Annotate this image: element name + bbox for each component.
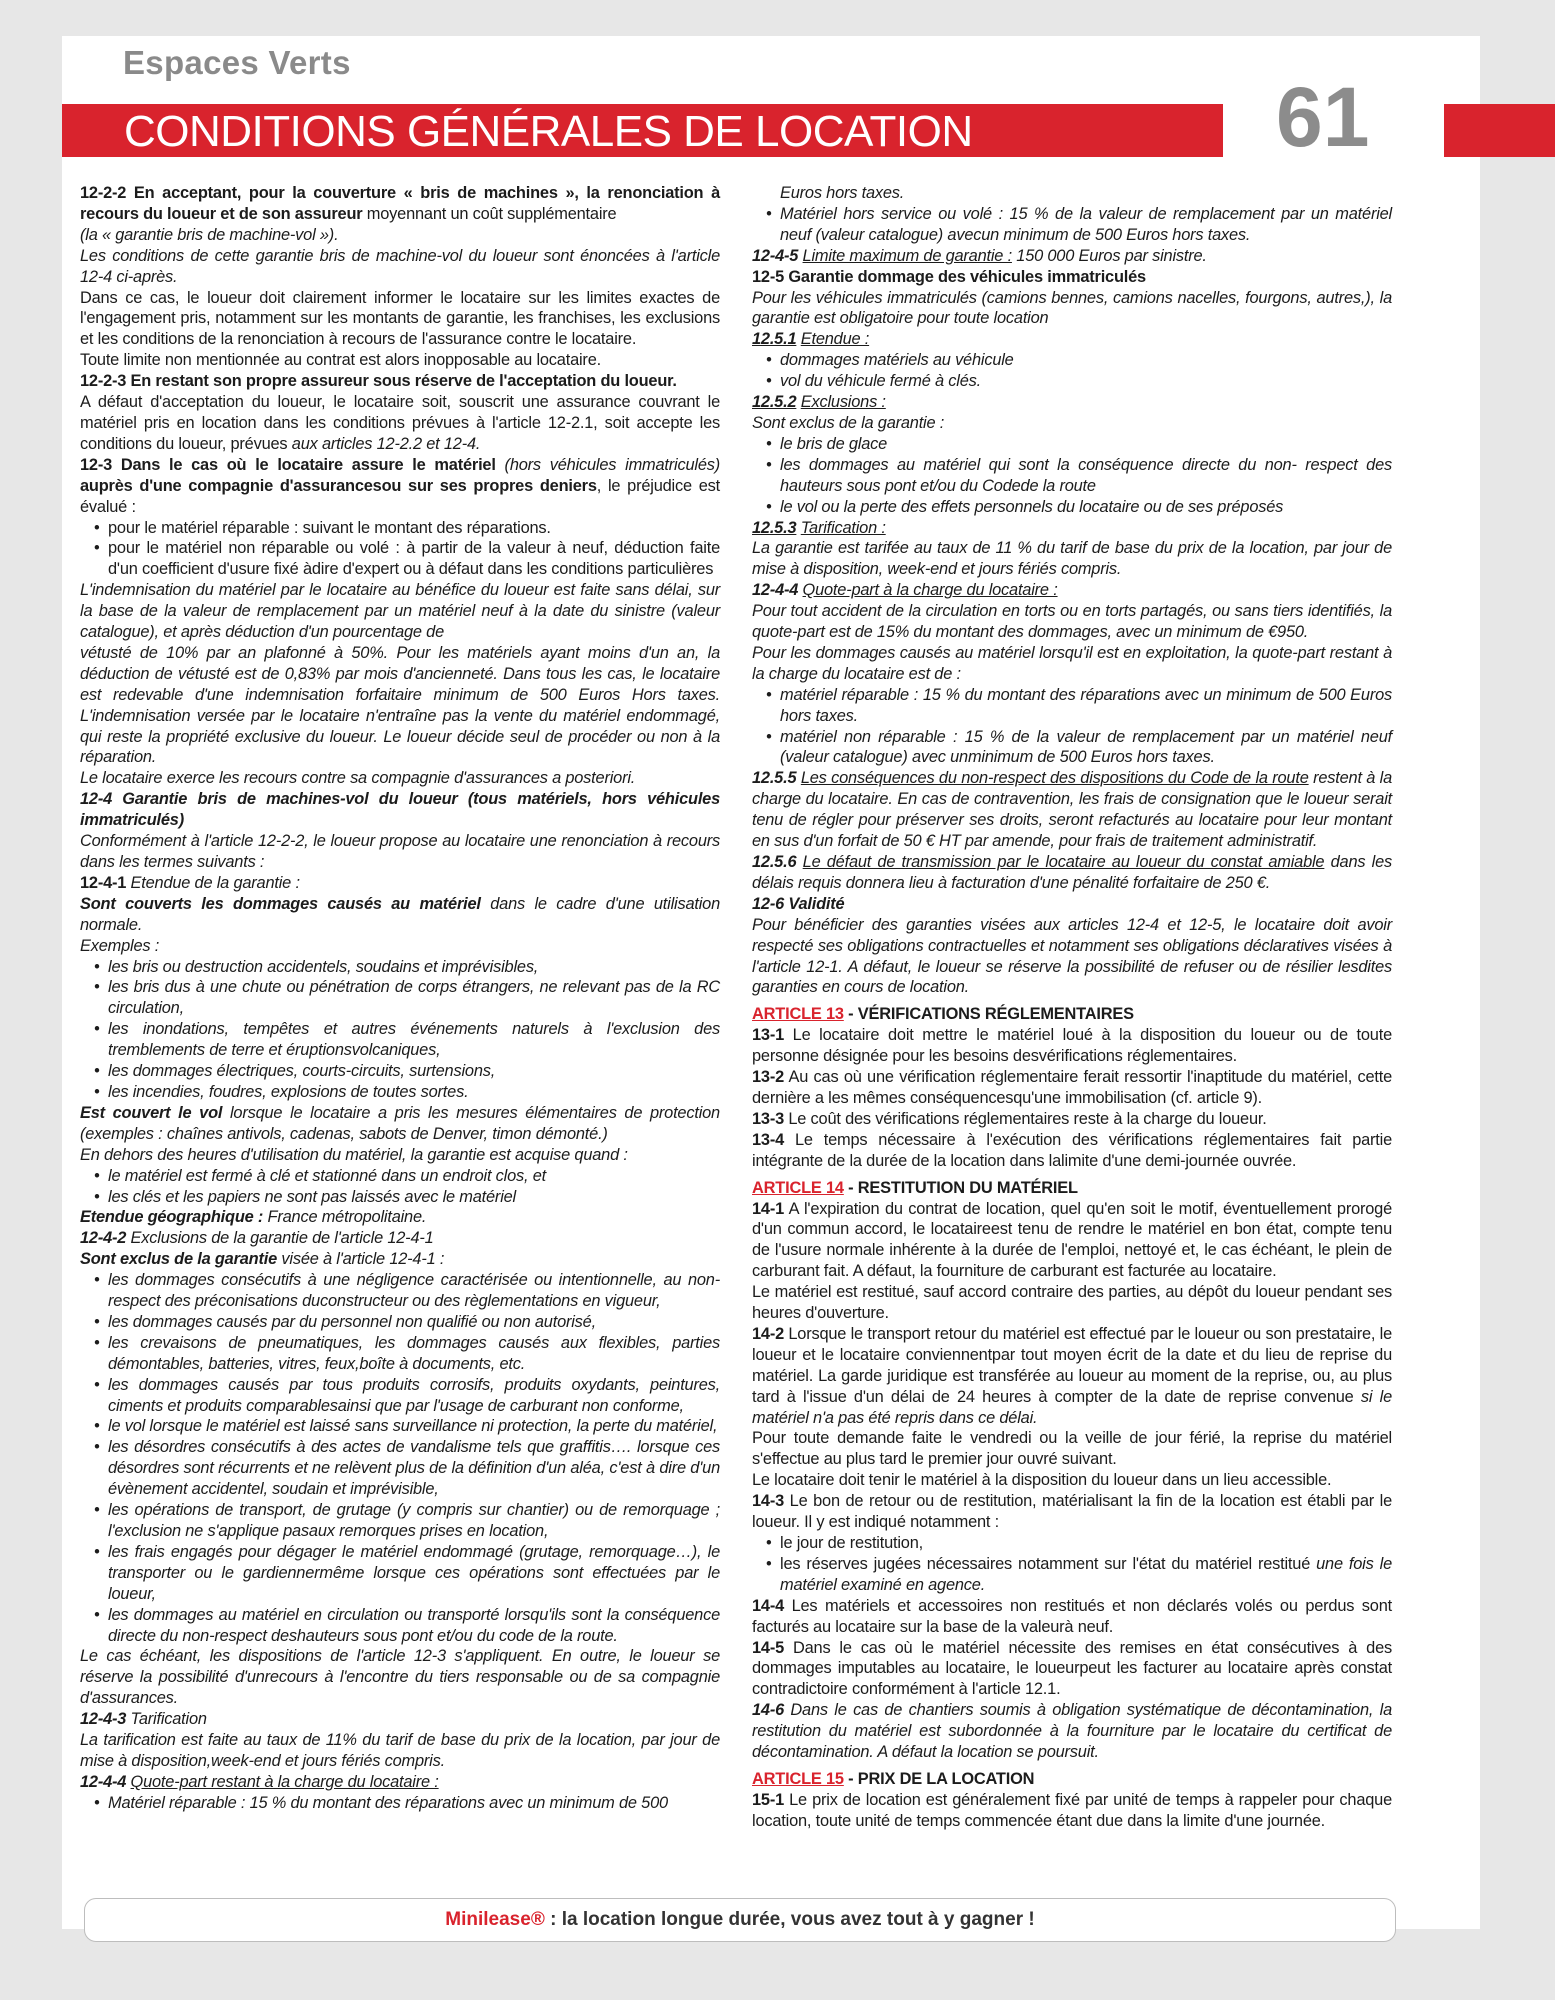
paragraph: 12.5.2 Exclusions : <box>752 393 886 412</box>
paragraph: Est couvert le vol lorsque le locataire a pris les mesures élémentaires de protection (exemples : chaînes antivols, cadenas, sabots de Denver, timon démonté.) <box>80 1103 720 1143</box>
paragraph: (la « garantie bris de machine-vol »). <box>80 225 339 244</box>
list-item: • les opérations de transport, de grutage (y compris sur chantier) ou de remorquage ; l'exclusion ne s'applique pasaux remorques prises en location, <box>80 1500 720 1542</box>
paragraph: 12.5.1 Etendue : <box>752 330 870 349</box>
list-item: • le vol lorsque le matériel est laissé sans surveillance ni protection, la perte du matériel, <box>80 1416 720 1437</box>
list-item: • les dommages causés par tous produits corrosifs, produits oxydants, peintures, ciments et produits comparablesainsi que par l'usage de carburant non conforme, <box>80 1375 720 1417</box>
paragraph: 12-2-2 En acceptant, pour la couverture « bris de machines », la renonciation à recours du loueur et de son assureur moyennant un coût supplémentaire <box>80 184 720 223</box>
footer-banner <box>84 1898 1396 1942</box>
paragraph: En dehors des heures d'utilisation du matériel, la garantie est acquise quand : <box>80 1145 628 1164</box>
list-item: • matériel réparable : 15 % du montant des réparations avec un minimum de 500 Euros hors taxes. <box>752 685 1392 727</box>
footer-tagline: : la location longue durée, vous avez tout à y gagner ! <box>544 1909 1035 1930</box>
paragraph: 14-4 Les matériels et accessoires non restitués et non déclarés volés ou perdus sont facturés au locataire sur la base de la valeurà neuf. <box>752 1596 1392 1636</box>
paragraph: A défaut d'acceptation du loueur, le locataire soit, souscrit une assurance couvrant le matériel pris en location dans les conditions prévues à l'article 12-2.1, soit accepte les conditions du loueur, prévues aux articles 12-2.2 et 12-4. <box>80 393 720 453</box>
paragraph: 13-1 Le locataire doit mettre le matériel loué à la disposition du loueur ou de toute personne désignée pour les besoins desvérifications réglementaires. <box>752 1026 1392 1066</box>
list-item: • les bris dus à une chute ou pénétration de corps étrangers, ne relevant pas de la RC circulation, <box>80 977 720 1019</box>
paragraph: Pour les dommages causés au matériel lorsqu'il est en exploitation, la quote-part restant à la charge du locataire est de : <box>752 643 1392 683</box>
list-item: • les dommages au matériel en circulation ou transporté lorsqu'ils sont la conséquence directe du non-respect deshauteurs sous pont et/ou du code de la route. <box>80 1605 720 1647</box>
paragraph: Pour les véhicules immatriculés (camions bennes, camions nacelles, fourgons, autres,), la garantie est obligatoire pour toute location <box>752 288 1392 328</box>
list-item: • les crevaisons de pneumatiques, les dommages causés aux flexibles, parties démontables, batteries, vitres, feux,boîte à documents, etc. <box>80 1333 720 1375</box>
paragraph: Les conditions de cette garantie bris de machine-vol du loueur sont énoncées à l'article 12-4 ci-après. <box>80 246 720 286</box>
paragraph: 12.5.5 Les conséquences du non-respect des dispositions du Code de la route restent à la charge du locataire. En cas de contravention, les frais de consignation que le loueur serait tenu de régler pour préserver ses droits, seront refacturés au locataire pour leur montant en sus d'un forfait de 50 € HT par amende, pour frais de traitement administratif. <box>752 769 1392 851</box>
paragraph: 12-3 Dans le cas où le locataire assure le matériel (hors véhicules immatriculés) auprès d'une compagnie d'assurancesou sur ses propres deniers, le préjudice est évalué : <box>80 455 720 516</box>
paragraph: La garantie est tarifée au taux de 11 % du tarif de base du prix de la location, par jour de mise à disposition, week-end et jours fériés compris. <box>752 539 1392 579</box>
paragraph: 12-4-2 Exclusions de la garantie de l'article 12-4-1 <box>80 1229 434 1248</box>
article-13-heading: ARTICLE 13 - VÉRIFICATIONS RÉGLEMENTAIRES <box>752 1005 1134 1024</box>
list-item: • les incendies, foudres, explosions de toutes sortes. <box>80 1082 720 1103</box>
list-item: • pour le matériel réparable : suivant le montant des réparations. <box>80 518 720 539</box>
paragraph: 15-1 Le prix de location est généralement fixé par unité de temps à rappeler pour chaque location, toute unité de temps commencée étant due dans la limite d'une journée. <box>752 1790 1392 1830</box>
paragraph: Pour bénéficier des garanties visées aux articles 12-4 et 12-5, le locataire doit avoir respecté ses obligations contractuelles et notamment ses obligations déclaratives visées à l'article 12-1. A défaut, le loueur se réserve la possibilité de refuser ou de résilier lesdites garanties en cours de location. <box>752 915 1392 997</box>
paragraph: Euros hors taxes. <box>780 184 905 202</box>
list-item: • Matériel réparable : 15 % du montant des réparations avec un minimum de 500 <box>80 1793 720 1814</box>
paragraph: L'indemnisation du matériel par le locataire au bénéfice du loueur est faite sans délai, sur la base de la valeur de remplacement par un matériel neuf à la date du sinistre (valeur catalogue), et après déduction d'un pourcentage de <box>80 581 720 642</box>
list-item: • le jour de restitution, <box>752 1533 1392 1554</box>
list-item: • le vol ou la perte des effets personnels du locataire ou de ses préposés <box>752 497 1392 518</box>
paragraph: 12-4-1 Etendue de la garantie : <box>80 873 300 892</box>
paragraph: Sont exclus de la garantie visée à l'article 12-4-1 : <box>80 1250 445 1269</box>
paragraph: 12-6 Validité <box>752 894 845 913</box>
paragraph: Sont exclus de la garantie : <box>752 413 945 432</box>
paragraph: 12-4-4 Quote-part restant à la charge du locataire : <box>80 1772 439 1791</box>
paragraph: 12-4-4 Quote-part à la charge du locataire : <box>752 581 1058 600</box>
list-item: • les frais engagés pour dégager le matériel endommagé (grutage, remorquage…), le transporter ou le gardiennermême lorsque ces opérations sont effectuées par le loueur, <box>80 1542 720 1605</box>
paragraph: Pour tout accident de la circulation en torts ou en torts partagés, ou sans tiers identifiés, la quote-part est de 15% du montant des dommages, avec un minimum de €950. <box>752 602 1392 642</box>
paragraph: Le cas échéant, les dispositions de l'article 12-3 s'appliquent. En outre, le loueur se réserve la possibilité d'unrecours à l'encontre du tiers responsable ou de sa compagnie d'assurances. <box>80 1647 720 1708</box>
paragraph: 12.5.3 Tarification : <box>752 518 886 537</box>
section-label: Espaces Verts <box>123 44 351 81</box>
page-title: CONDITIONS GÉNÉRALES DE LOCATION <box>124 107 973 156</box>
paragraph: La tarification est faite au taux de 11% du tarif de base du prix de la location, par jour de mise à disposition,week-end et jours fériés compris. <box>80 1731 720 1770</box>
list-item: • les dommages causés par du personnel non qualifié ou non autorisé, <box>80 1312 720 1333</box>
right-column <box>752 183 1392 1832</box>
list-item: • Matériel hors service ou volé : 15 % de la valeur de remplacement par un matériel neuf (valeur catalogue) avecun minimum de 500 Euros hors taxes. <box>752 204 1392 246</box>
paragraph: vétusté de 10% par an plafonné à 50%. Pour les matériels ayant moins d'un an, la déduction de vétusté est de 0,83% par mois d'ancienneté. Dans tous les cas, le locataire est redevable d'une indemnisation forfaitaire minimum de 500 Euros Hors taxes. L'indemnisation versée par le locataire n'entraîne pas la vente du matériel endommagé, qui reste la propriété exclusive du loueur. Le loueur décide seul de procéder ou non à la réparation. <box>80 643 720 767</box>
list-item: • les désordres consécutifs à des actes de vandalisme tels que graffitis…. lorsque ces désordres sont récurrents et ne relèvent plus de la définition d'un aléa, c'est à dire d'un évènement accidentel, soudain et imprévisible, <box>80 1437 720 1500</box>
paragraph: Exemples : <box>80 936 160 955</box>
list-item: • les dommages consécutifs à une négligence caractérisée ou intentionnelle, au non-respect des préconisations duconstructeur ou des règlementations en vigueur, <box>80 1270 720 1312</box>
list-item: • vol du véhicule fermé à clés. <box>752 371 1392 392</box>
paragraph: Dans ce cas, le loueur doit clairement informer le locataire sur les limites exactes de l'engagement pris, notamment sur les montants de garantie, les franchises, les exclusions et les conditions de la renonciation à recours de l'assurance contre le locataire. <box>80 288 720 349</box>
paragraph: 14-6 Dans le cas de chantiers soumis à obligation systématique de décontamination, la restitution du matériel est subordonnée à la fourniture par le locataire du certificat de décontamination. A défaut la location se poursuit. <box>752 1701 1392 1762</box>
page-number: 61 <box>1276 70 1370 164</box>
paragraph: 13-3 Le coût des vérifications réglementaires reste à la charge du loueur. <box>752 1109 1267 1128</box>
paragraph: Pour toute demande faite le vendredi ou la veille de jour férié, la reprise du matériel s'effectue au plus tard le premier jour ouvré suivant. <box>752 1429 1392 1469</box>
list-item: • le bris de glace <box>752 434 1392 455</box>
paragraph: Le matériel est restitué, sauf accord contraire des parties, au dépôt du loueur pendant ses heures d'ouverture. <box>752 1283 1392 1323</box>
paragraph: Etendue géographique : France métropolitaine. <box>80 1208 427 1227</box>
paragraph: 12-4-5 Limite maximum de garantie : 150 000 Euros par sinistre. <box>752 246 1207 265</box>
paragraph: 12-2-3 En restant son propre assureur sous réserve de l'acceptation du loueur. <box>80 372 677 391</box>
list-item: • pour le matériel non réparable ou volé : à partir de la valeur à neuf, déduction faite d'un coefficient d'usure fixé àdire d'expert ou à défaut dans les conditions particulières <box>80 538 720 580</box>
left-column <box>80 183 720 1814</box>
paragraph: 14-3 Le bon de retour ou de restitution, matérialisant la fin de la location est établi par le loueur. Il y est indiqué notamment : <box>752 1492 1392 1532</box>
list-item: • les dommages au matériel qui sont la conséquence directe du non- respect des hauteurs sous pont et/ou du Codede la route <box>752 455 1392 497</box>
paragraph: 12-4 Garantie bris de machines-vol du loueur (tous matériels, hors véhicules immatriculés) <box>80 790 720 830</box>
article-15-heading: ARTICLE 15 - PRIX DE LA LOCATION <box>752 1769 1035 1788</box>
paragraph: Conformément à l'article 12-2-2, le loueur propose au locataire une renonciation à recours dans les termes suivants : <box>80 832 720 871</box>
paragraph: Sont couverts les dommages causés au matériel dans le cadre d'une utilisation normale. <box>80 894 720 934</box>
paragraph: 12-4-3 Tarification <box>80 1710 207 1729</box>
list-item: • les inondations, tempêtes et autres événements naturels à l'exclusion des tremblements de terre et éruptionsvolcaniques, <box>80 1019 720 1061</box>
paragraph: Le locataire exerce les recours contre sa compagnie d'assurances a posteriori. <box>80 769 636 788</box>
list-item: • les réserves jugées nécessaires notamment sur l'état du matériel restitué une fois le matériel examiné en agence. <box>752 1554 1392 1596</box>
paragraph: 12-5 Garantie dommage des véhicules immatriculés <box>752 267 1146 286</box>
list-item: • les bris ou destruction accidentels, soudains et imprévisibles, <box>80 957 720 978</box>
list-item: • les clés et les papiers ne sont pas laissés avec le matériel <box>80 1187 720 1208</box>
paragraph: Toute limite non mentionnée au contrat est alors inopposable au locataire. <box>80 351 601 370</box>
footer-brand: Minilease® <box>445 1909 545 1930</box>
paragraph: Le locataire doit tenir le matériel à la disposition du loueur dans un lieu accessible. <box>752 1471 1332 1490</box>
list-item: • les dommages électriques, courts-circuits, surtensions, <box>80 1061 720 1082</box>
list-item: • dommages matériels au véhicule <box>752 350 1392 371</box>
paragraph: 14-5 Dans le cas où le matériel nécessite des remises en état consécutives à des dommages imputables au locataire, le loueurpeut les facturer au locataire après constat contradictoire conformément à l'article 12.1. <box>752 1638 1392 1699</box>
list-item: • le matériel est fermé à clé et stationné dans un endroit clos, et <box>80 1166 720 1187</box>
paragraph: 13-4 Le temps nécessaire à l'exécution des vérifications réglementaires fait partie intégrante de la durée de la location dans lalimite d'une demi-journée ouvrée. <box>752 1130 1392 1170</box>
list-item: • matériel non réparable : 15 % de la valeur de remplacement par un matériel neuf (valeur catalogue) avec unminimum de 500 Euros hors taxes. <box>752 727 1392 769</box>
paragraph: 13-2 Au cas où une vérification réglementaire ferait ressortir l'inaptitude du matériel, cette dernière a les mêmes conséquencesqu'une immobilisation (cf. article 9). <box>752 1068 1392 1107</box>
paragraph: 12.5.6 Le défaut de transmission par le locataire au loueur du constat amiable dans les délais requis donnera lieu à facturation d'une pénalité forfaitaire de 250 €. <box>752 853 1392 892</box>
article-14-heading: ARTICLE 14 - RESTITUTION DU MATÉRIEL <box>752 1178 1078 1197</box>
paragraph: 14-2 Lorsque le transport retour du matériel est effectué par le loueur ou son prestataire, le loueur et le locataire conviennentpar tout moyen écrit de la date et du lieu de reprise du matériel. La garde juridique est transférée au loueur au moment de la reprise, ou, au plus tard à l'issue d'un délai de 24 heures à compter de la date de reprise convenue si le matériel n'a pas été repris dans ce délai. <box>752 1324 1392 1427</box>
paragraph: 14-1 A l'expiration du contrat de location, quel qu'en soit le motif, éventuellement prorogé d'un commun accord, le locataireest tenu de rendre le matériel en bon état, compte tenu de l'usure normale inhérente à la durée de l'emploi, nettoyé et, le cas échéant, le plein de carburant fait. A défaut, la fourniture de carburant est facturée au locataire. <box>752 1199 1392 1281</box>
title-bar-tab <box>1444 104 1555 157</box>
